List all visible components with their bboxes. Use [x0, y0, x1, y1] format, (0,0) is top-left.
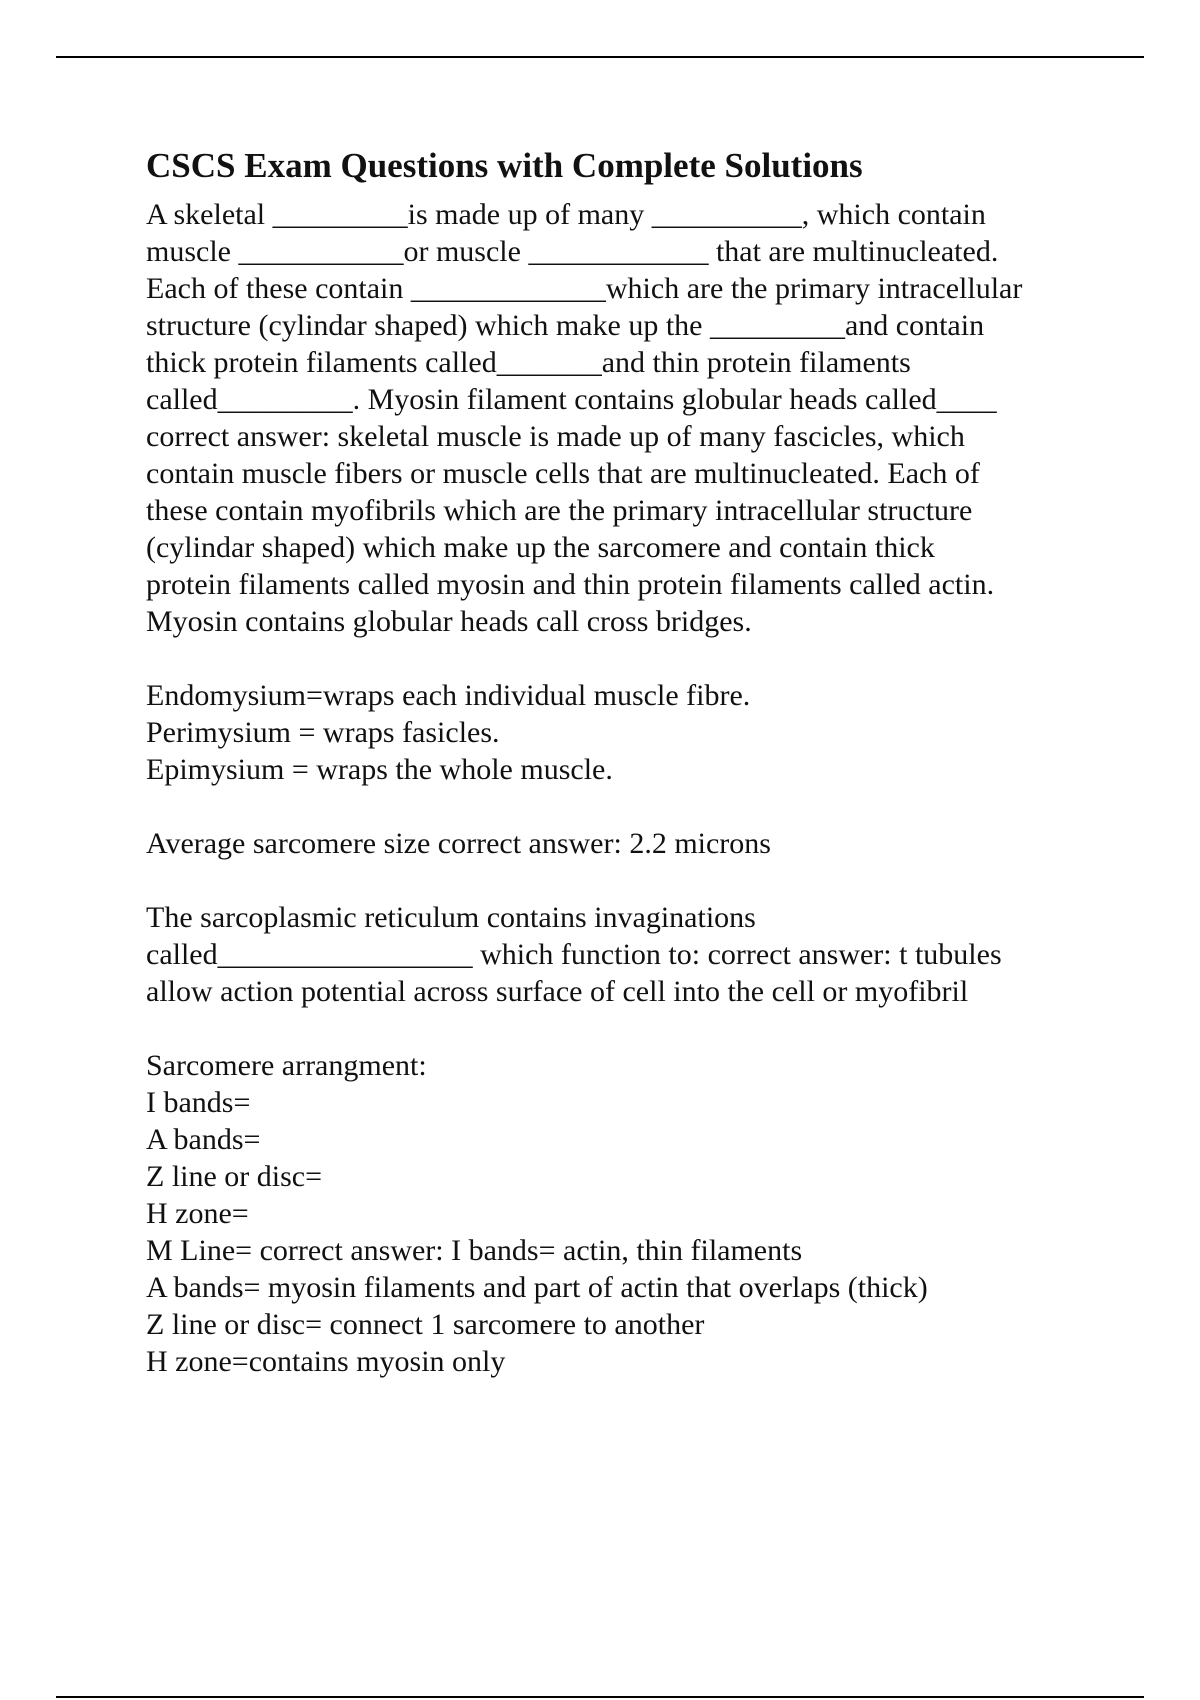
text-line: (cylindar shaped) which make up the sarcomere and contain thick — [146, 531, 935, 564]
text-line: Each of these contain _____________which are the primary intracellular — [146, 272, 1023, 305]
text-line: A skeletal _________is made up of many __________, which contain — [146, 198, 986, 231]
text-line: correct answer: skeletal muscle is made up of many fascicles, which — [146, 420, 965, 453]
text-line: H zone= — [146, 1197, 249, 1230]
text-line: Average sarcomere size correct answer: 2.2 microns — [146, 827, 771, 860]
text-line: Z line or disc= — [146, 1160, 323, 1193]
text-line: contain muscle fibers or muscle cells that are multinucleated. Each of — [146, 457, 980, 490]
question-paragraph-sarcoplasmic-reticulum — [146, 899, 1096, 1010]
paragraph-gap — [146, 788, 1096, 825]
text-line: The sarcoplasmic reticulum contains invaginations — [146, 901, 756, 934]
footer-rule — [56, 1696, 1144, 1698]
question-paragraph-sarcomere-size — [146, 825, 1096, 862]
text-line: allow action potential across surface of cell into the cell or myofibril — [146, 975, 969, 1008]
text-line: A bands= — [146, 1123, 261, 1156]
document-body — [146, 142, 1096, 1380]
text-line: Myosin contains globular heads call cross bridges. — [146, 605, 752, 638]
question-paragraph-muscle-structure — [146, 196, 1096, 640]
text-line: Z line or disc= connect 1 sarcomere to another — [146, 1308, 705, 1341]
text-line: I bands= — [146, 1086, 251, 1119]
question-paragraph-sarcomere-arrangement — [146, 1047, 1096, 1380]
text-line: Sarcomere arrangment: — [146, 1049, 427, 1082]
document-title: CSCS Exam Questions with Complete Solutions — [146, 146, 863, 185]
text-line: called_________. Myosin filament contains globular heads called____ — [146, 383, 997, 416]
paragraph-gap — [146, 640, 1096, 677]
paragraph-gap — [146, 1010, 1096, 1047]
question-paragraph-connective-tissue — [146, 677, 1096, 788]
text-line: Epimysium = wraps the whole muscle. — [146, 753, 613, 786]
text-line: thick protein filaments called_______and thin protein filaments — [146, 346, 911, 379]
text-line: Endomysium=wraps each individual muscle fibre. — [146, 679, 751, 712]
text-line: M Line= correct answer: I bands= actin, thin filaments — [146, 1234, 803, 1267]
text-line: called_________________ which function to: correct answer: t tubules — [146, 938, 1002, 971]
text-line: structure (cylindar shaped) which make up the _________and contain — [146, 309, 985, 342]
text-line: muscle ___________or muscle ____________ that are multinucleated. — [146, 235, 999, 268]
paragraph-gap — [146, 862, 1096, 899]
text-line: A bands= myosin filaments and part of actin that overlaps (thick) — [146, 1271, 928, 1304]
text-line: H zone=contains myosin only — [146, 1345, 506, 1378]
text-line: protein filaments called myosin and thin protein filaments called actin. — [146, 568, 995, 601]
text-line: Perimysium = wraps fasicles. — [146, 716, 500, 749]
header-rule — [56, 56, 1144, 58]
text-line: these contain myofibrils which are the primary intracellular structure — [146, 494, 973, 527]
